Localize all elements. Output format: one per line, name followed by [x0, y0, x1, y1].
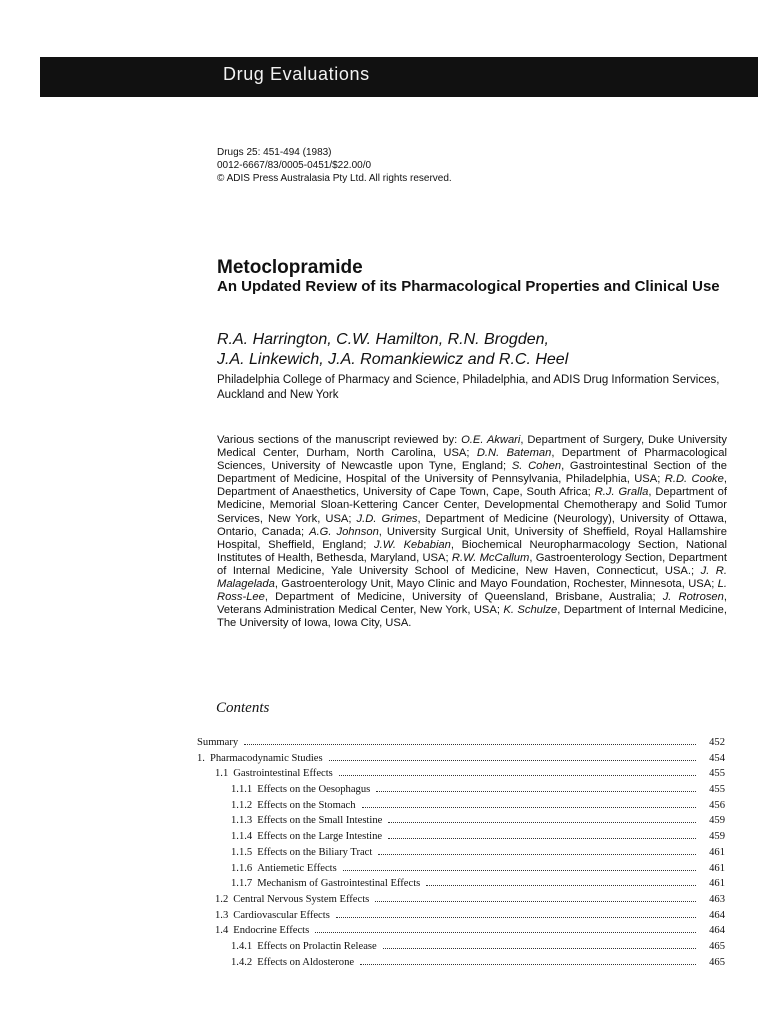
reviewer-text: Various sections of the manuscript reviewed by:	[217, 434, 462, 446]
toc-entry[interactable]	[197, 784, 725, 800]
table-of-contents	[197, 737, 725, 972]
toc-entry[interactable]	[197, 768, 725, 784]
toc-entry-title: Effects on the Large Intestine	[257, 831, 383, 843]
toc-entry-number: 1.2	[215, 893, 229, 905]
issn-code: 0012-6667/83/0005-0451/$22.00/0	[217, 160, 372, 171]
toc-entry-label	[231, 957, 354, 968]
toc-entry-number: 1.3	[215, 909, 229, 921]
reviewer-name: O.E. Akwari	[461, 434, 521, 446]
toc-entry-label	[215, 910, 330, 921]
toc-entry-label	[231, 784, 370, 795]
article-title: Metoclopramide	[217, 257, 363, 278]
reviewer-name: A.G. Johnson	[309, 525, 379, 538]
reviewer-name: D.N. Bateman	[476, 447, 552, 460]
reviewer-text: , Department of Pharmacological Sciences, University of Newcastle upon Tyne, England;	[217, 447, 727, 473]
toc-entry[interactable]	[197, 831, 725, 847]
toc-entry[interactable]	[197, 925, 725, 941]
toc-entry-label	[231, 847, 372, 858]
toc-page-number: 461	[709, 846, 725, 858]
authors-line-2: J.A. Linkewich, J.A. Romankiewicz and R.C. Heel	[217, 351, 569, 368]
toc-entry[interactable]	[197, 941, 725, 957]
toc-page-number: 465	[709, 956, 725, 968]
toc-entry-label	[231, 800, 356, 811]
reviewer-name: J. Rotrosen	[662, 591, 724, 604]
toc-entry-title: Mechanism of Gastrointestinal Effects	[257, 878, 421, 890]
toc-entry-title: Pharmacodynamic Studies	[209, 752, 323, 764]
reviewer-name: K. Schulze	[503, 604, 558, 617]
toc-entry-number: 1.1.5	[231, 846, 253, 858]
toc-entry-title: Antiemetic Effects	[257, 862, 337, 874]
toc-leader-dots	[376, 790, 696, 792]
toc-entry[interactable]	[197, 737, 725, 753]
toc-entry-number: 1.4	[215, 925, 229, 937]
reviewer-text: , Department of Surgery, Duke University Medical Center, Durham, North Carolina, USA;	[217, 434, 727, 460]
toc-leader-dots	[244, 743, 696, 745]
reviewer-text: , University Surgical Unit, University of Sheffield, Royal Hallamshire Hospital, Sheffield, England;	[217, 525, 727, 551]
affiliation: Philadelphia College of Pharmacy and Science, Philadelphia, and ADIS Drug Information Services, Auckland and New York	[217, 374, 720, 401]
toc-entry-number: 1.1	[215, 768, 229, 780]
toc-leader-dots	[329, 759, 696, 761]
toc-leader-dots	[378, 853, 696, 855]
reviewer-name: L. Ross-Lee	[217, 578, 727, 604]
toc-page-number: 461	[709, 878, 725, 890]
toc-entry[interactable]	[197, 800, 725, 816]
toc-entry-number: 1.1.7	[231, 878, 253, 890]
toc-entry-label	[215, 768, 333, 779]
toc-entry-title: Effects on the Biliary Tract	[257, 846, 373, 858]
reviewers-paragraph	[217, 434, 727, 630]
toc-entry-number: 1.1.6	[231, 862, 253, 874]
toc-entry-label	[231, 941, 377, 952]
title-block	[217, 257, 737, 296]
toc-entry[interactable]	[197, 910, 725, 926]
publication-info	[217, 146, 452, 185]
toc-entry-title: Summary	[197, 737, 239, 748]
toc-entry[interactable]	[197, 894, 725, 910]
reviewer-text: , Department of Medicine (Neurology), University of Ottawa, Ontario, Canada;	[217, 512, 728, 538]
reviewer-name: R.J. Gralla	[594, 486, 649, 499]
toc-page-number: 455	[709, 768, 725, 780]
reviewer-name: R.D. Cooke	[664, 473, 724, 486]
toc-entry-title: Central Nervous System Effects	[233, 893, 370, 905]
toc-page-number: 461	[709, 862, 725, 874]
authors-line-1: R.A. Harrington, C.W. Hamilton, R.N. Brogden,	[217, 331, 549, 348]
reviewer-name: J.W. Kebabian	[374, 538, 451, 551]
article-subtitle: An Updated Review of its Pharmacological Properties and Clinical Use	[217, 278, 720, 295]
toc-leader-dots	[388, 821, 696, 823]
contents-heading: Contents	[216, 700, 270, 716]
toc-entry-title: Effects on Aldosterone	[257, 956, 355, 968]
toc-page-number: 464	[709, 925, 725, 937]
toc-entry-label	[231, 878, 420, 889]
banner-title: Drug Evaluations	[223, 64, 370, 84]
reviewer-name: R.W. McCallum	[451, 551, 530, 564]
toc-page-number: 459	[709, 831, 725, 843]
toc-entry-number: 1.1.1	[231, 784, 253, 796]
reviewer-text: , Department of Medicine, Memorial Sloan-Kettering Cancer Center, Developmental Chemotherapy and Solid Tumor Services, New York, USA;	[217, 486, 728, 525]
toc-leader-dots	[375, 900, 696, 902]
reviewer-text: , Gastroenterology Section, Department of Internal Medicine, Yale University School of Medicine, New Haven, Connecticut, USA.;	[217, 551, 727, 577]
toc-entry[interactable]	[197, 753, 725, 769]
toc-leader-dots	[343, 869, 696, 871]
reviewer-text: , Gastroenterology Unit, Mayo Clinic and Mayo Foundation, Rochester, Minnesota, USA;	[274, 578, 718, 591]
reviewer-text: , Department of Medicine, University of Queensland, Brisbane, Australia;	[264, 591, 663, 604]
toc-entry-label	[231, 863, 337, 874]
reviewer-name: J. R. Malagelada	[217, 564, 727, 591]
toc-leader-dots	[360, 963, 696, 965]
toc-leader-dots	[315, 931, 696, 933]
toc-entry-number: 1.4.1	[231, 940, 253, 952]
toc-entry-number: 1.1.4	[231, 831, 253, 843]
author-list	[217, 330, 568, 370]
toc-leader-dots	[339, 774, 696, 776]
toc-page-number: 465	[709, 940, 725, 952]
toc-entry-title: Effects on Prolactin Release	[257, 940, 377, 952]
toc-entry-label	[197, 753, 323, 764]
copyright: © ADIS Press Australasia Pty Ltd. All rights reserved.	[217, 173, 452, 184]
toc-page-number: 464	[709, 909, 725, 921]
toc-entry-number: 1.	[197, 752, 205, 764]
reviewer-name: J.D. Grimes	[356, 512, 418, 525]
toc-entry-title: Effects on the Small Intestine	[257, 815, 383, 827]
toc-page-number: 459	[709, 815, 725, 827]
toc-entry-label	[231, 831, 382, 842]
toc-entry-title: Gastrointestinal Effects	[233, 768, 333, 780]
toc-page-number: 454	[709, 752, 725, 764]
reviewer-text: , Biochemical Neuropharmacology Section, National Institutes of Health, Bethesda, Maryland, USA;	[217, 538, 727, 564]
toc-entry[interactable]	[197, 878, 725, 894]
toc-entry[interactable]	[197, 957, 725, 973]
toc-entry-title: Effects on the Oesophagus	[257, 784, 371, 796]
toc-leader-dots	[388, 837, 696, 839]
toc-entry-label	[197, 737, 238, 748]
toc-entry-title: Cardiovascular Effects	[233, 909, 330, 921]
toc-entry-number: 1.1.3	[231, 815, 253, 827]
toc-entry[interactable]	[197, 863, 725, 879]
toc-page-number: 463	[709, 893, 725, 905]
section-banner	[40, 57, 758, 97]
toc-page-number: 455	[709, 784, 725, 796]
reviewer-text: , Department of Anaesthetics, University of Cape Town, Cape, South Africa;	[217, 473, 727, 499]
toc-entry-label	[215, 925, 309, 936]
toc-leader-dots	[426, 884, 696, 886]
toc-entry[interactable]	[197, 847, 725, 863]
toc-entry-title: Effects on the Stomach	[257, 799, 356, 811]
toc-leader-dots	[383, 947, 696, 949]
reviewer-text: , Gastrointestinal Section of the Department of Medicine, Hospital of the University of Pennsylvania, Philadelphia, USA;	[217, 460, 727, 486]
toc-leader-dots	[336, 916, 696, 918]
toc-entry-label	[231, 815, 382, 826]
toc-entry-title: Endocrine Effects	[233, 925, 310, 937]
citation: Drugs 25: 451-494 (1983)	[217, 147, 332, 158]
reviewer-name: S. Cohen	[511, 460, 562, 473]
reviewer-text: , Department of Internal Medicine, The University of Iowa, Iowa City, USA.	[217, 604, 727, 630]
toc-entry-number: 1.4.2	[231, 956, 253, 968]
reviewer-text: , Veterans Administration Medical Center, New York, USA;	[217, 591, 727, 617]
toc-entry-label	[215, 894, 369, 905]
toc-entry-number: 1.1.2	[231, 799, 253, 811]
toc-page-number: 452	[709, 737, 725, 748]
toc-page-number: 456	[709, 799, 725, 811]
toc-entry[interactable]	[197, 815, 725, 831]
toc-leader-dots	[362, 806, 696, 808]
